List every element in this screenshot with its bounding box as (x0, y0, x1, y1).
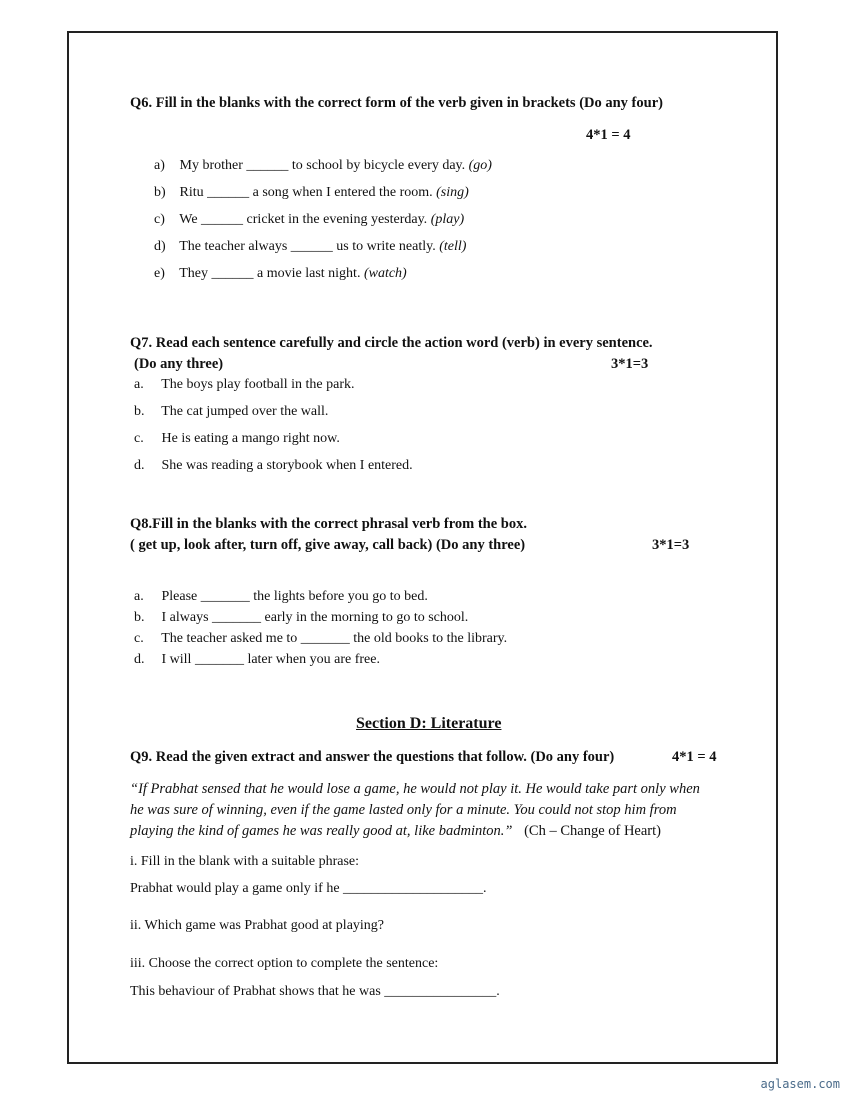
item-label: b. (134, 404, 145, 419)
item-text: My brother ______ to school by bicycle every day. (179, 158, 466, 173)
extract-text: playing the kind of games he was really good at, like badminton.” (130, 823, 513, 839)
item-label: d) (154, 239, 166, 254)
extract-line (130, 821, 661, 842)
q8-title: Q8.Fill in the blanks with the correct phrasal verb from the box. (130, 516, 527, 532)
verb-hint: (play) (430, 212, 465, 227)
item-label: b. (134, 610, 145, 625)
list-item (154, 266, 407, 282)
list-item (154, 212, 464, 228)
list-item (134, 589, 428, 605)
item-text: I always _______ early in the morning to go to school. (161, 610, 469, 625)
list-item (134, 610, 468, 626)
list-item (154, 239, 466, 255)
q8-options: ( get up, look after, turn off, give away, call back) (Do any three) (130, 537, 526, 553)
item-text: The boys play football in the park. (161, 377, 355, 392)
item-text: She was reading a storybook when I entered. (161, 458, 413, 473)
q9-marks: 4*1 = 4 (672, 749, 717, 765)
watermark: aglasem.com (760, 1077, 840, 1091)
item-text: They ______ a movie last night. (179, 266, 361, 281)
verb-hint: (watch) (363, 266, 407, 281)
q6-title: Q6. Fill in the blanks with the correct form of the verb given in brackets (Do any four) (130, 95, 663, 111)
chapter-reference: (Ch – Change of Heart) (524, 823, 661, 839)
q6-marks: 4*1 = 4 (586, 127, 631, 143)
q8-marks: 3*1=3 (652, 537, 690, 553)
sub-question: ii. Which game was Prabhat good at playing? (130, 918, 385, 933)
item-text: The teacher asked me to _______ the old books to the library. (161, 631, 508, 646)
list-item (134, 377, 354, 393)
item-label: c) (154, 212, 165, 227)
item-label: e) (154, 266, 165, 281)
item-label: c. (134, 431, 144, 446)
item-text: I will _______ later when you are free. (161, 652, 380, 667)
verb-hint: (go) (468, 158, 492, 173)
sub-question: i. Fill in the blank with a suitable phrase: (130, 854, 360, 869)
sub-question-stem: Prabhat would play a game only if he ____________________. (130, 881, 487, 896)
item-text: He is eating a mango right now. (161, 431, 340, 446)
list-item (154, 185, 469, 201)
item-label: a. (134, 589, 144, 604)
item-text: The cat jumped over the wall. (161, 404, 329, 419)
item-text: Ritu ______ a song when I entered the room. (179, 185, 433, 200)
item-label: a. (134, 377, 144, 392)
list-item (134, 458, 413, 474)
list-item (134, 652, 380, 668)
section-title: Section D: Literature (356, 715, 502, 732)
sub-question: iii. Choose the correct option to complete the sentence: (130, 956, 439, 971)
list-item (134, 431, 340, 447)
extract-line: he was sure of winning, even if the game lasted only for a minute. You could not stop him from (130, 802, 677, 818)
item-text: The teacher always ______ us to write neatly. (179, 239, 436, 254)
item-text: We ______ cricket in the evening yesterday. (179, 212, 428, 227)
q9-title: Q9. Read the given extract and answer the questions that follow. (Do any four) (130, 749, 615, 765)
verb-hint: (sing) (436, 185, 469, 200)
item-label: d. (134, 652, 145, 667)
item-label: d. (134, 458, 145, 473)
q7-subtitle: (Do any three) (134, 356, 224, 372)
item-label: b) (154, 185, 166, 200)
list-item (134, 404, 328, 420)
q7-title: Q7. Read each sentence carefully and circle the action word (verb) in every sentence. (130, 335, 653, 351)
sub-question-stem: This behaviour of Prabhat shows that he was ________________. (130, 984, 500, 999)
item-label: a) (154, 158, 165, 173)
item-text: Please _______ the lights before you go to bed. (161, 589, 428, 604)
item-label: c. (134, 631, 144, 646)
list-item (154, 158, 492, 174)
extract-line: “If Prabhat sensed that he would lose a game, he would not play it. He would take part only when (130, 781, 700, 797)
list-item (134, 631, 507, 647)
q7-marks: 3*1=3 (611, 356, 649, 372)
verb-hint: (tell) (439, 239, 467, 254)
